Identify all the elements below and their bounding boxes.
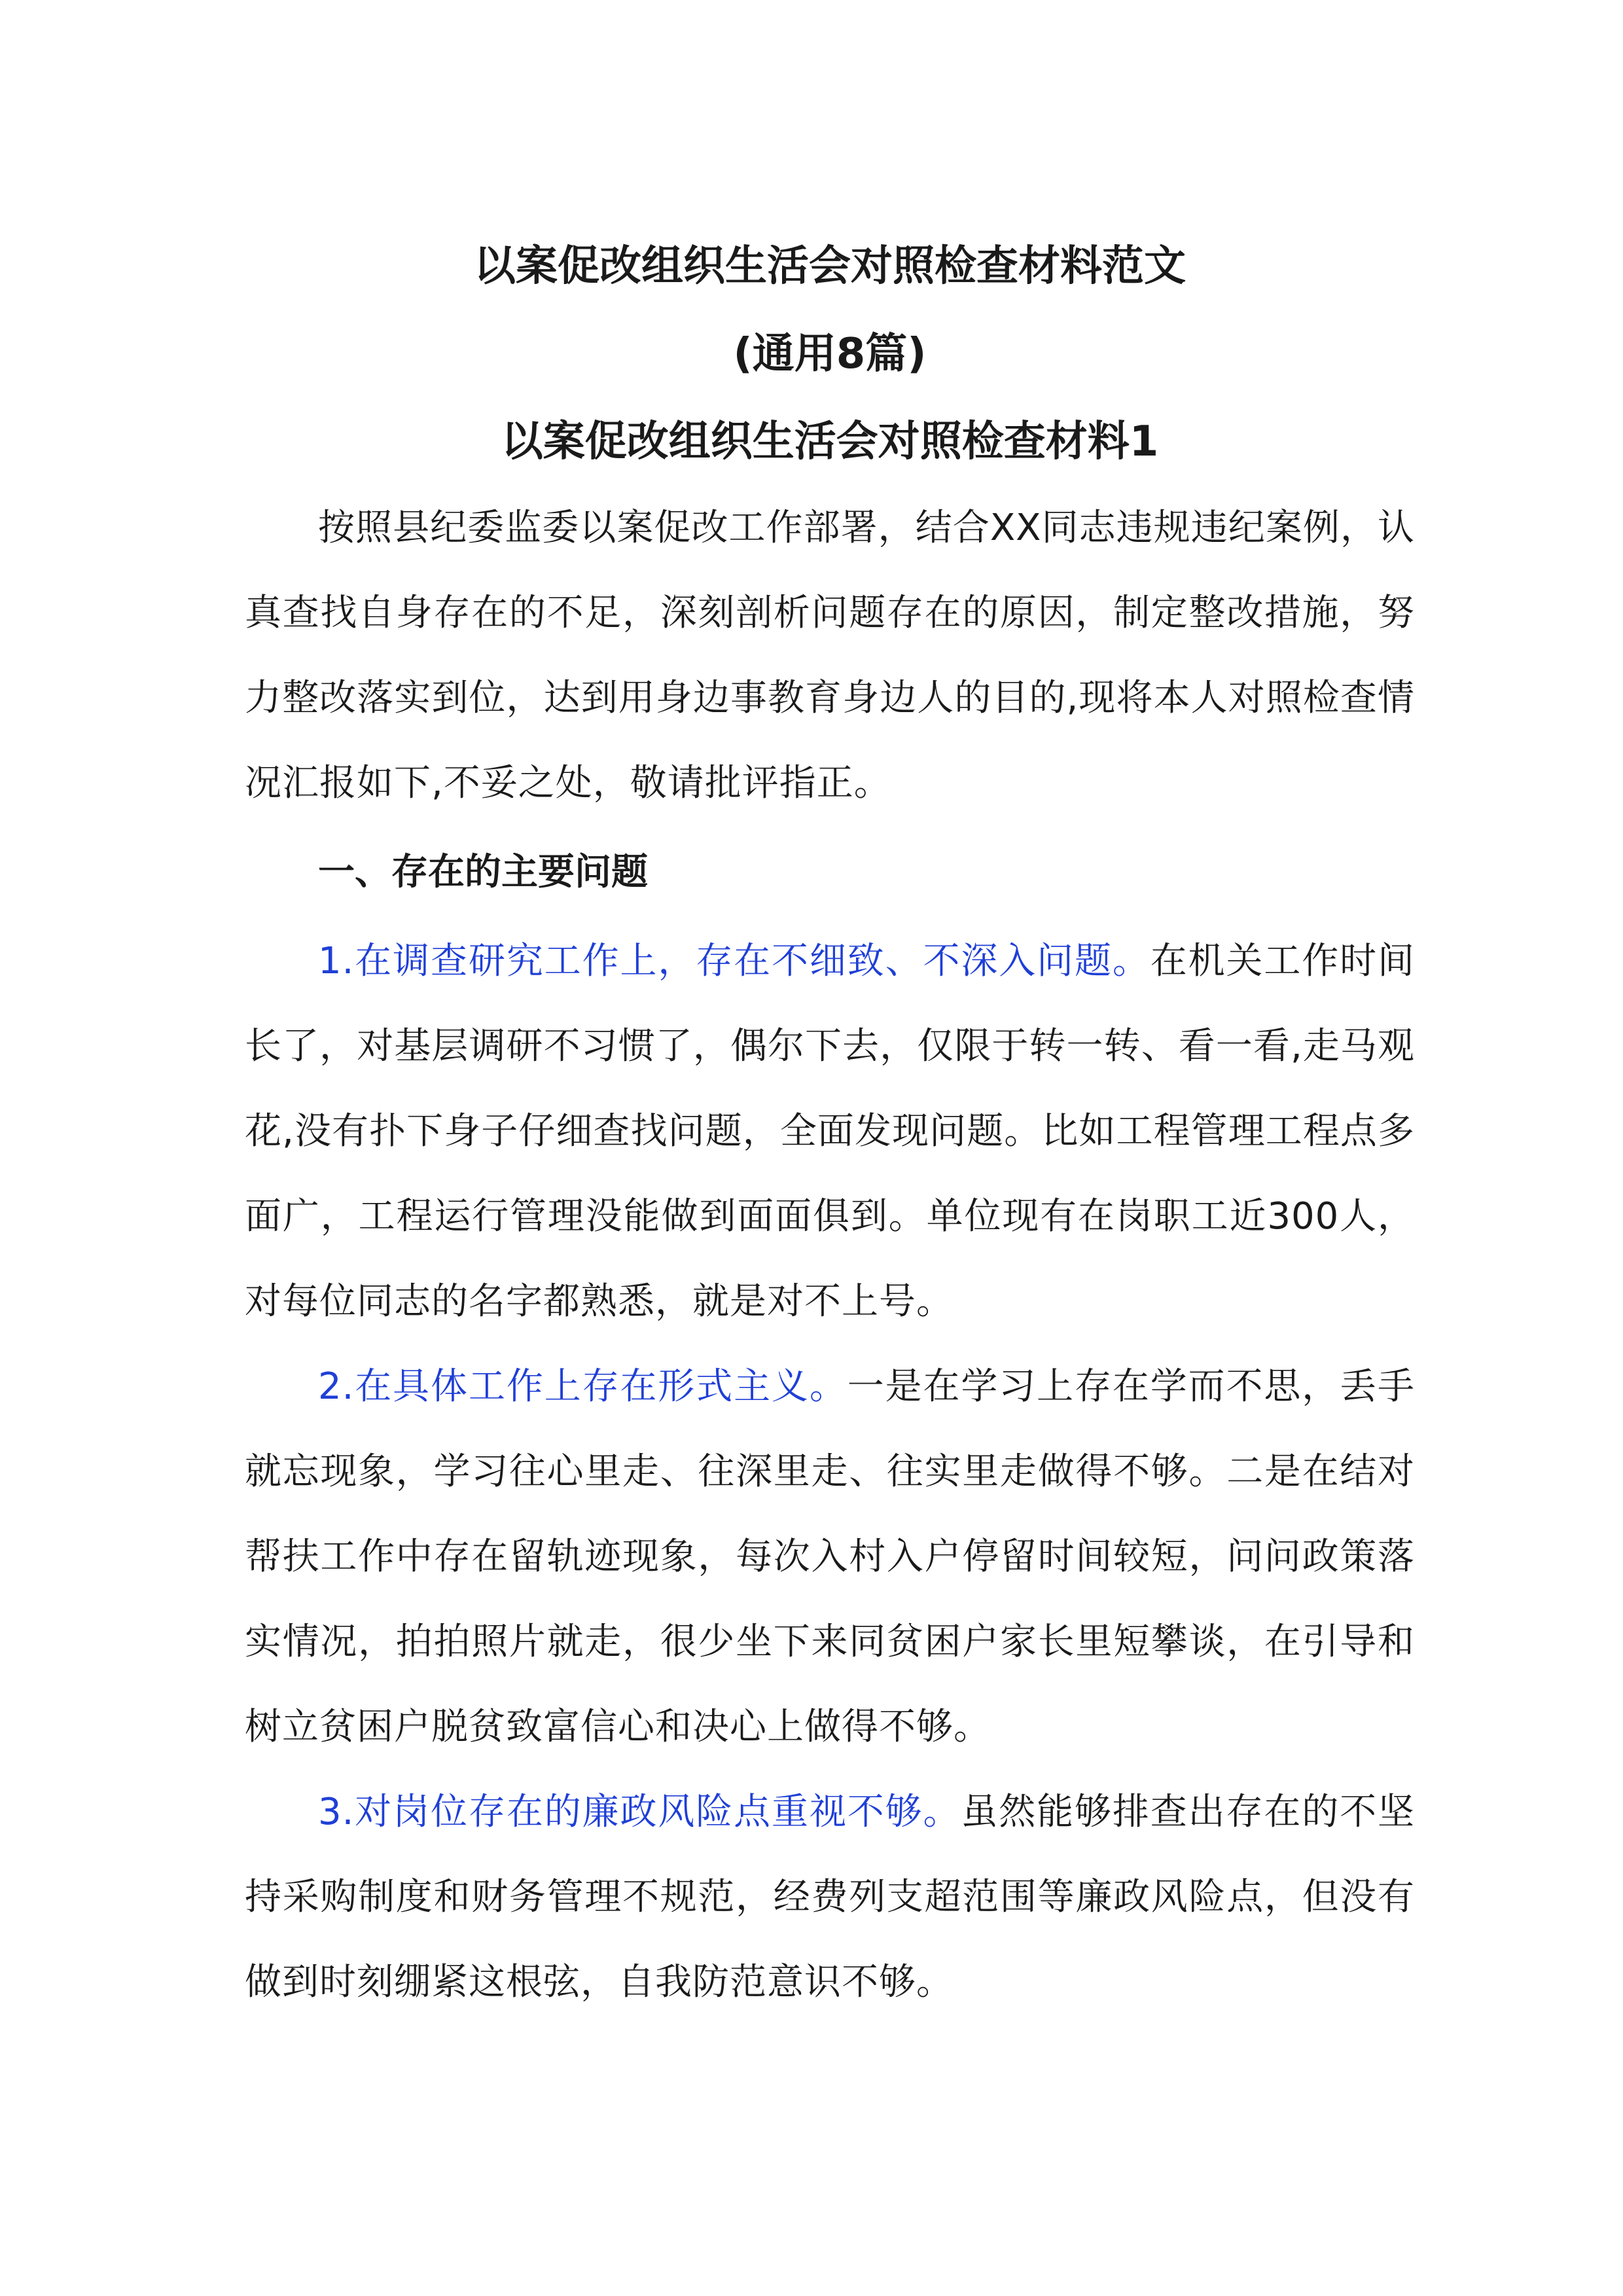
section-heading-problems: 一、存在的主要问题 <box>318 851 648 893</box>
problem-item-2-lead: 2.在具体工作上存在形式主义。 <box>318 1365 847 1408</box>
problem-item-2-body: 一是在学习上存在学而不思，丢手就忘现象，学习往心里走、往深里走、往实里走做得不够。二是在结对帮扶工作中存在留轨迹现象，每次入村入户停留时间较短，问问政策落实情况，拍拍照片就走，很少坐下来同贫困户家长里短攀谈，在引导和树立贫困户脱贫致富信心和决心上做得不够。 <box>245 1365 1416 1748</box>
problem-item-1 <box>245 919 1415 1344</box>
document-title-count: (通用8篇) <box>733 330 927 378</box>
problem-item-3 <box>245 1770 1415 2025</box>
intro-paragraph: 按照县纪委监委以案促改工作部署，结合XX同志违规违纪案例，认真查找自身存在的不足，深刻剖析问题存在的原因，制定整改措施，努力整改落实到位，达到用身边事教育身边人的目的,现将本人对照检查情况汇报如下,不妥之处，敬请批评指正。 <box>245 507 1415 804</box>
document-content <box>245 223 1415 2025</box>
problem-item-2 <box>245 1344 1415 1770</box>
problem-item-1-body: 在机关工作时间长了，对基层调研不习惯了，偶尔下去，仅限于转一转、看一看,走马观花,没有扑下身子仔细查找问题，全面发现问题。比如工程管理工程点多面广，工程运行管理没能做到面面俱到。单位现有在岗职工近300人，对每位同志的名字都熟悉，就是对不上号。 <box>245 940 1415 1323</box>
problem-item-3-body: 虽然能够排查出存在的不坚持采购制度和财务管理不规范，经费列支超范围等廉政风险点，但没有做到时刻绷紧这根弦，自我防范意识不够。 <box>245 1791 1415 2003</box>
document-subtitle: 以案促改组织生活会对照检查材料1 <box>501 418 1159 466</box>
problem-item-1-lead: 1.在调查研究工作上，存在不细致、不深入问题。 <box>318 940 1150 982</box>
problem-item-3-lead: 3.对岗位存在的廉政风险点重视不够。 <box>318 1791 961 1833</box>
document-title: 以案促改组织生活会对照检查材料范文 <box>474 242 1186 291</box>
